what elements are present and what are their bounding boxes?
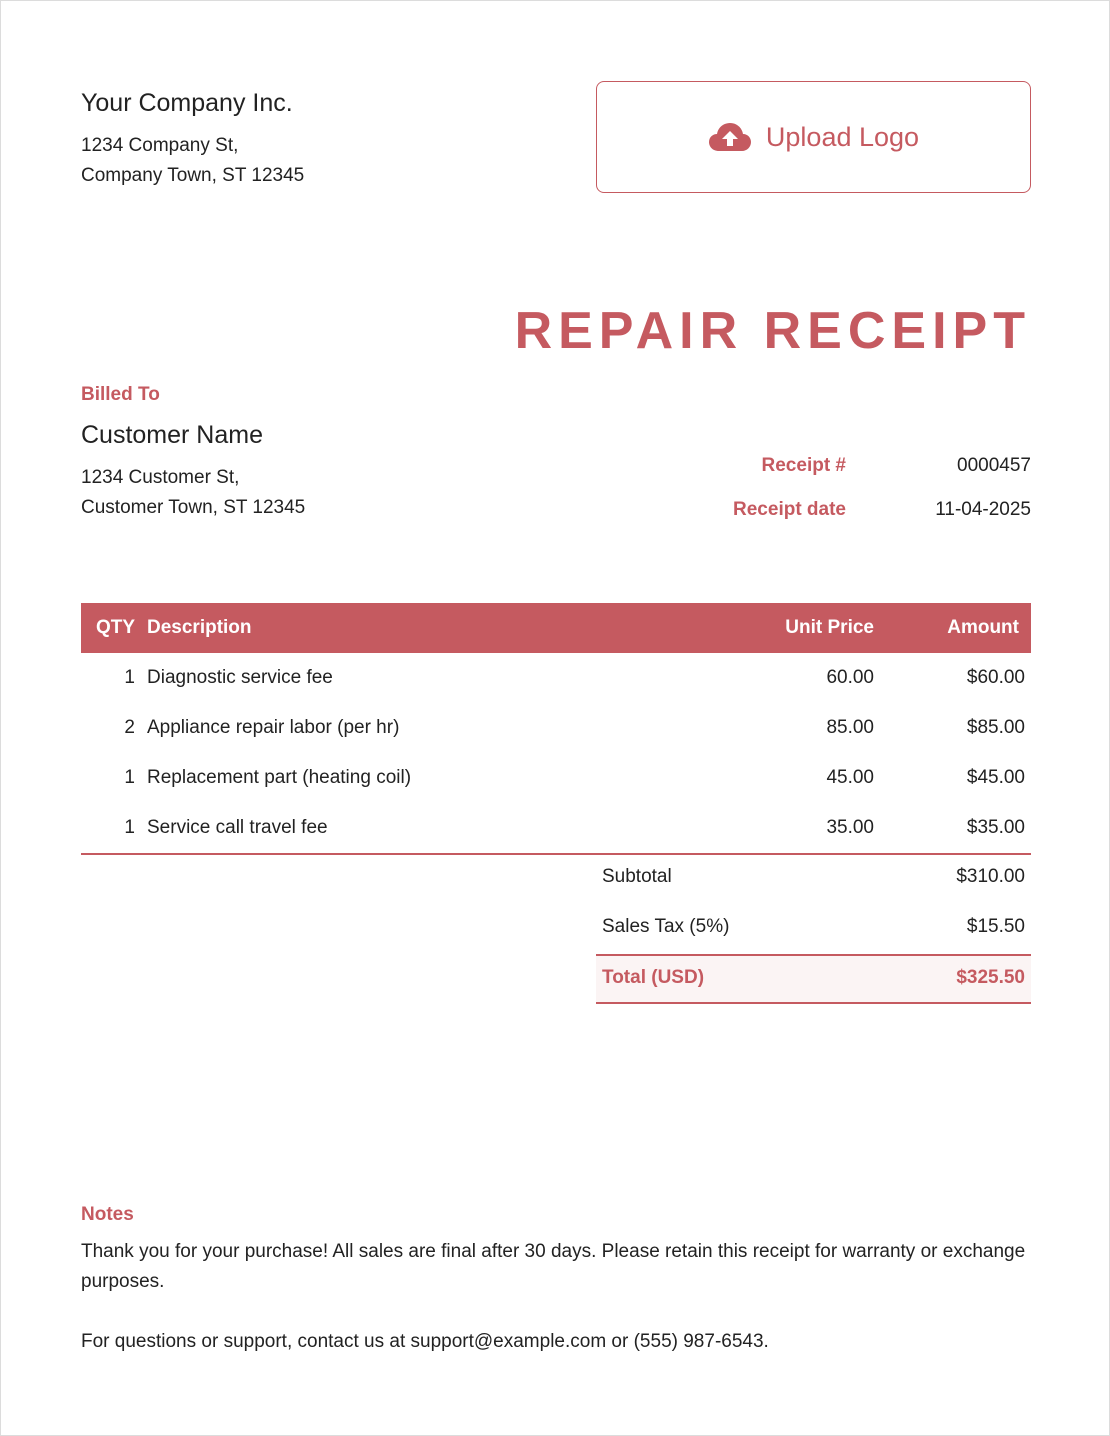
header-description: Description: [147, 617, 252, 638]
customer-name: Customer Name: [81, 421, 263, 449]
customer-address-line1: 1234 Customer St,: [81, 467, 240, 488]
row-qty: 1: [124, 817, 135, 838]
notes-label: Notes: [81, 1204, 134, 1225]
row-amount: $85.00: [966, 717, 1025, 738]
table-row: [81, 753, 1031, 803]
table-row: [81, 803, 1031, 853]
row-amount: $45.00: [966, 767, 1025, 788]
subtotal-row: [596, 854, 1031, 904]
header-qty: QTY: [95, 617, 135, 638]
line-items-table: [81, 603, 1031, 853]
row-qty: 1: [124, 667, 135, 688]
company-address-line1: 1234 Company St,: [81, 135, 239, 156]
customer-address: [81, 463, 305, 523]
company-address-line2: Company Town, ST 12345: [81, 165, 305, 186]
table-row: [81, 703, 1031, 753]
table-header-row: [81, 603, 1031, 653]
receipt-date-label: Receipt date: [733, 499, 846, 520]
totals-block: [596, 854, 1031, 1004]
row-unit-price: 35.00: [826, 817, 874, 838]
row-description: Diagnostic service fee: [147, 667, 333, 688]
customer-address-line2: Customer Town, ST 12345: [81, 497, 306, 518]
row-amount: $35.00: [966, 817, 1025, 838]
receipt-number-label: Receipt #: [761, 455, 846, 476]
row-description: Service call travel fee: [147, 817, 328, 838]
row-description: Replacement part (heating coil): [147, 767, 412, 788]
notes-text: Thank you for your purchase! All sales are final after 30 days. Please retain this receipt for warranty or exchange purposes.: [81, 1241, 1026, 1292]
row-unit-price: 85.00: [826, 717, 874, 738]
total-value: $325.50: [956, 967, 1025, 988]
tax-label: Sales Tax (5%): [602, 916, 730, 937]
row-description: Appliance repair labor (per hr): [147, 717, 400, 738]
cloud-upload-icon: [708, 122, 752, 152]
company-address: [81, 131, 304, 191]
total-label: Total (USD): [602, 967, 705, 988]
tax-row: [596, 904, 1031, 954]
billed-to-label: Billed To: [81, 384, 160, 405]
row-qty: 2: [124, 717, 135, 738]
row-unit-price: 45.00: [826, 767, 874, 788]
upload-logo-button[interactable]: [596, 81, 1031, 193]
contact-text: For questions or support, contact us at support@example.com or (555) 987-6543.: [81, 1331, 769, 1352]
row-qty: 1: [124, 767, 135, 788]
header-amount: Amount: [947, 617, 1019, 638]
company-name: Your Company Inc.: [81, 89, 293, 117]
row-unit-price: 60.00: [826, 667, 874, 688]
document-title: REPAIR RECEIPT: [514, 302, 1031, 360]
tax-value: $15.50: [966, 916, 1025, 937]
receipt-date-row: [715, 499, 1031, 529]
subtotal-value: $310.00: [956, 866, 1025, 887]
receipt-date-value: 11-04-2025: [935, 499, 1031, 520]
row-amount: $60.00: [966, 667, 1025, 688]
receipt-number-row: [715, 455, 1031, 485]
header-unit-price: Unit Price: [785, 617, 874, 638]
subtotal-label: Subtotal: [602, 866, 672, 887]
total-row: [596, 954, 1031, 1004]
table-row: [81, 653, 1031, 703]
upload-logo-label: Upload Logo: [765, 121, 920, 152]
receipt-number-value: 0000457: [957, 455, 1031, 476]
